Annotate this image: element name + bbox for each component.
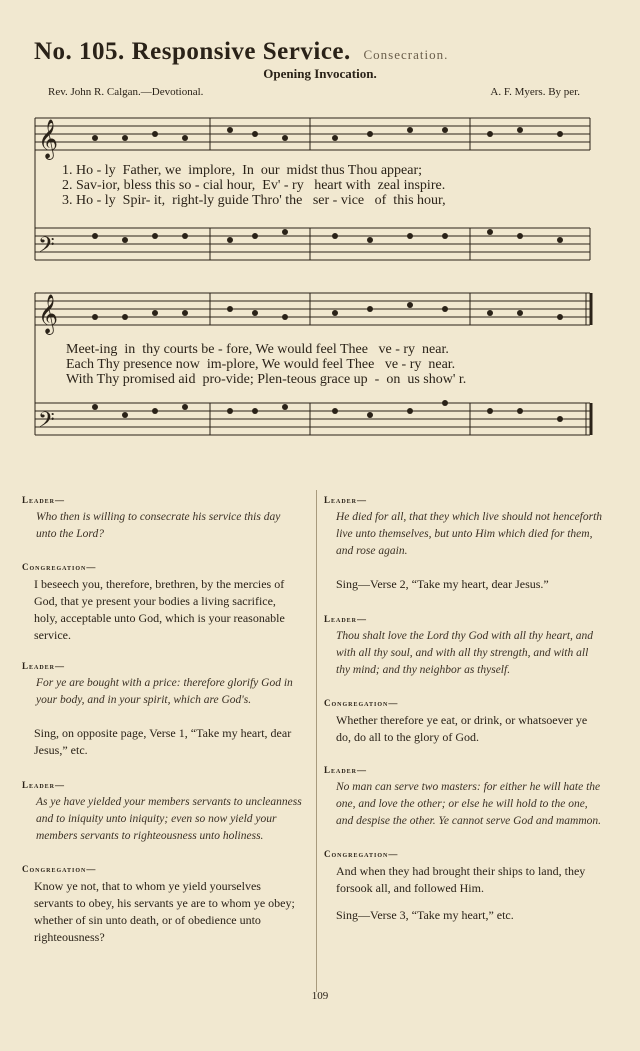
svg-text:𝄢: 𝄢 [38,233,55,263]
reading-block [324,611,604,679]
speaker-label: Leader— [324,495,368,505]
reading-block [324,492,604,560]
composer-credit: A. F. Myers. By per. [490,86,580,98]
reading-block [22,861,302,946]
left-column [22,492,302,946]
speaker-label: Congregation— [324,698,399,708]
speaker-label: Congregation— [22,864,97,874]
reading-block [22,777,302,845]
lyric-verse-1-line-1: 1. Ho - ly Father, we implore, In our midst thus Thou appear; [62,163,423,178]
reading-text: I beseech you, therefore, brethren, by the mercies of God, that ye present your bodies a living sacrifice, holy, acceptable unto God, which is your reasonable service. [34,577,285,642]
sing-instruction: Sing, on opposite page, Verse 1, “Take my heart, dear Jesus,” etc. [34,726,292,757]
svg-text:𝄞: 𝄞 [38,119,59,159]
sing-instruction: Sing—Verse 3, “Take my heart,” etc. [336,908,514,922]
reading-text: Thou shalt love the Lord thy God with all thy heart, and with all thy soul, and with all thy strength, and with all thy mind; and thy neighbor as thyself. [336,630,594,676]
reading-block [22,658,302,709]
reading-text: He died for all, that they which live should not henceforth live unto themselves, but unto Him which died for them, and rose again. [336,511,603,557]
lyric-verse-1-line-2: Meet-ing in thy courts be - fore, We would feel Thee ve - ry near. [66,342,449,357]
reading-block [22,559,302,644]
reading-block [324,762,604,830]
svg-text:𝄢: 𝄢 [38,408,55,438]
speaker-label: Leader— [324,765,368,775]
reading-text: As ye have yielded your members servants to uncleanness and to iniquity unto iniquity; even so now yield your members servants to righteousness unto holiness. [36,796,302,842]
speaker-label: Leader— [324,614,368,624]
svg-text:𝄞: 𝄞 [38,294,59,334]
reading-text: For ye are bought with a price: therefore glorify God in your body, and in your spirit, which are God's. [36,677,293,706]
reading-text: Know ye not, that to whom ye yield yourselves servants to obey, his servants ye are to whom ye obey; whether of sin unto death, or of obedience unto righteousness? [34,879,295,944]
lyric-verse-3-line-2: With Thy promised aid pro-vide; Plen-teous grace up - on us show' r. [66,372,467,387]
lyric-verse-2-line-2: Each Thy presence now im-plore, We would feel Thee ve - ry near. [66,357,456,372]
speaker-label: Congregation— [324,849,399,859]
right-column [324,492,604,924]
opening-heading: Opening Invocation. [263,66,377,81]
speaker-label: Congregation— [22,562,97,572]
lyricist-credit: Rev. John R. Calgan.—Devotional. [48,86,204,98]
reading-text: Who then is willing to consecrate his service this day unto the Lord? [36,511,281,540]
reading-block [324,846,604,897]
page-number: 109 [311,990,329,1002]
hymn-name: Responsive Service. [131,38,351,65]
hymn-title [34,38,448,66]
lyric-verse-2-line-1: 2. Sav-ior, bless this so - cial hour, Ev' - ry heart with zeal inspire. [62,178,446,193]
speaker-label: Leader— [22,780,66,790]
speaker-label: Leader— [22,661,66,671]
reading-block [324,695,604,746]
reading-block [22,492,302,543]
column-divider [316,490,317,992]
reading-text: Whether therefore ye eat, or drink, or whatsoever ye do, do all to the glory of God. [336,713,588,744]
hymn-number: No. 105. [34,38,125,65]
reading-text: No man can serve two masters: for either he will hate the one, and love the other; or else he will hold to the one, and despise the other. Ye cannot serve God and mammon. [336,781,602,827]
sing-instruction: Sing—Verse 2, “Take my heart, dear Jesus.” [336,577,549,591]
hymn-subtitle: Consecration. [363,47,449,62]
lyric-verse-3-line-1: 3. Ho - ly Spir- it, right-ly guide Thro' the ser - vice of this hour, [62,193,446,208]
speaker-label: Leader— [22,495,66,505]
reading-text: And when they had brought their ships to land, they forsook all, and followed Him. [336,864,586,895]
